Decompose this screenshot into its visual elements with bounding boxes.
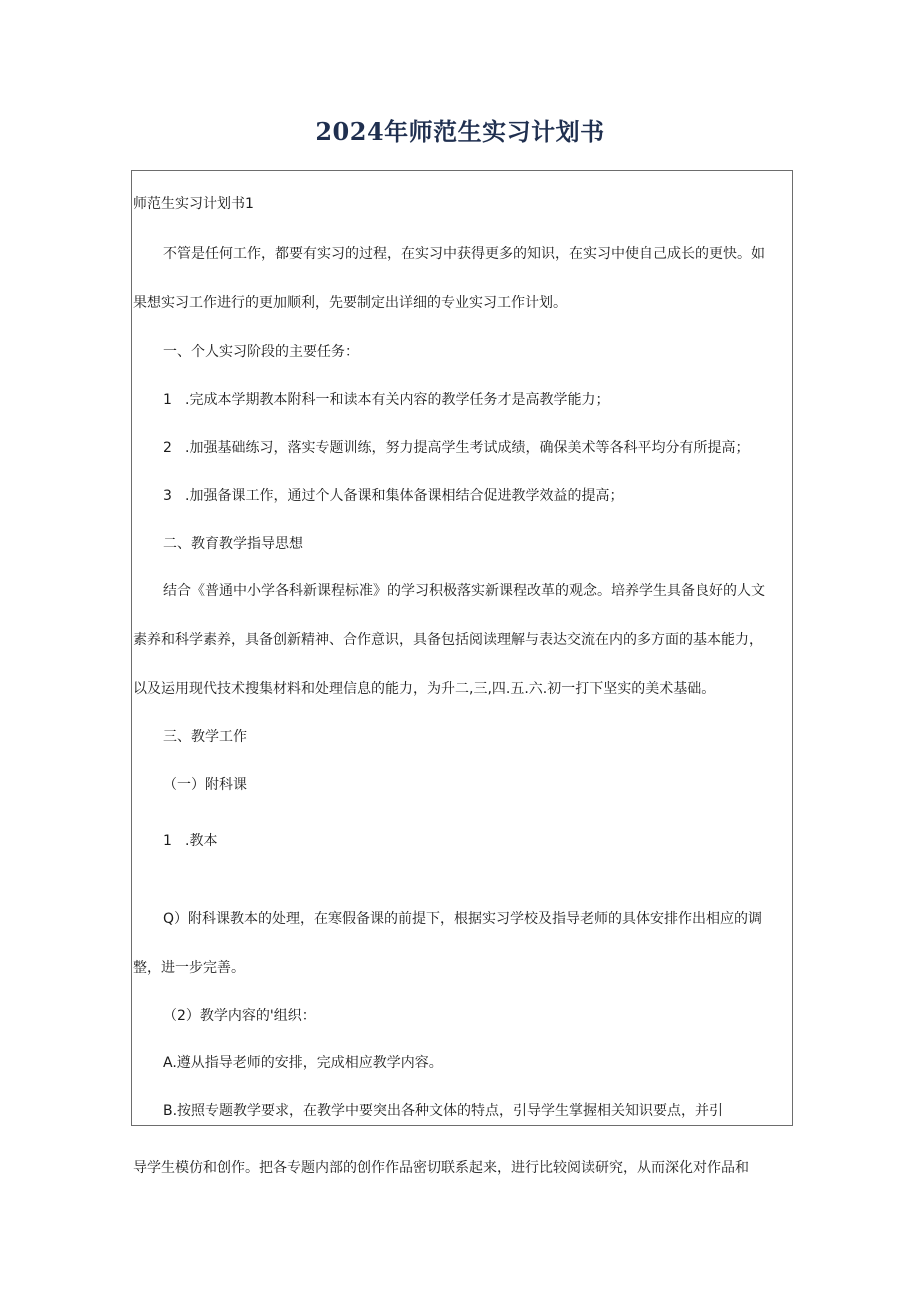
paragraph-line: Q）附科课教本的处理，在寒假备课的前提下，根据实习学校及指导老师的具体安排作出相应的调 <box>163 911 763 927</box>
item-number: 1 <box>163 833 172 849</box>
paragraph-line: 以及运用现代技术搜集材料和处理信息的能力，为升二,三,四.五.六.初一打下坚实的美术基础。 <box>133 681 716 697</box>
task-item-2 <box>133 437 793 459</box>
heading-teaching-work: 三、教学工作 <box>163 729 247 745</box>
heading-guiding-ideas: 二、教育教学指导思想 <box>163 536 303 552</box>
document-title: 2024年师范生实习计划书 <box>315 117 605 146</box>
task-item-1 <box>133 389 793 411</box>
item-text: .完成本学期教本附科一和读本有关内容的教学任务才是高教学能力； <box>185 392 610 408</box>
subheading-content-organization: （2）教学内容的'组织： <box>163 1008 316 1024</box>
subheading-course: （一）附科课 <box>163 777 247 793</box>
paragraph-line: 不管是任何工作，都要有实习的过程，在实习中获得更多的知识，在实习中使自己成长的更快。如 <box>163 246 765 262</box>
item-number: 3 <box>163 488 172 504</box>
item-number: 1 <box>163 392 172 408</box>
task-item-3 <box>133 485 793 507</box>
item-text: .加强备课工作，通过个人备课和集体备课相结合促进教学效益的提高； <box>185 488 624 504</box>
list-item-b: B.按照专题教学要求，在教学中要突出各种文体的特点，引导学生掌握相关知识要点，并引 <box>163 1103 724 1119</box>
subitem-textbook <box>133 830 793 852</box>
heading-tasks: 一、个人实习阶段的主要任务： <box>163 344 359 360</box>
item-text: .加强基础练习，落实专题训练，努力提高学生考试成绩，确保美术等各科平均分有所提高； <box>185 440 750 456</box>
paragraph-line: 素养和科学素养，具备创新精神、合作意识，具备包括阅读理解与表达交流在内的多方面的基本能力， <box>133 632 763 648</box>
item-text: .教本 <box>185 833 218 849</box>
continuation-line: 导学生模仿和创作。把各专题内部的创作作品密切联系起来，进行比较阅读研究，从而深化对作品和 <box>133 1160 749 1176</box>
paragraph-line: 果想实习工作进行的更加顺利，先要制定出详细的专业实习工作计划。 <box>133 295 567 311</box>
item-number: 2 <box>163 440 172 456</box>
list-item-a: A.遵从指导老师的安排，完成相应教学内容。 <box>163 1055 443 1071</box>
paragraph-line: 整，进一步完善。 <box>133 960 245 976</box>
section-heading-1: 师范生实习计划书1 <box>133 196 254 212</box>
paragraph-line: 结合《普通中小学各科新课程标准》的学习积极落实新课程改革的观念。培养学生具备良好的人文 <box>163 583 765 599</box>
